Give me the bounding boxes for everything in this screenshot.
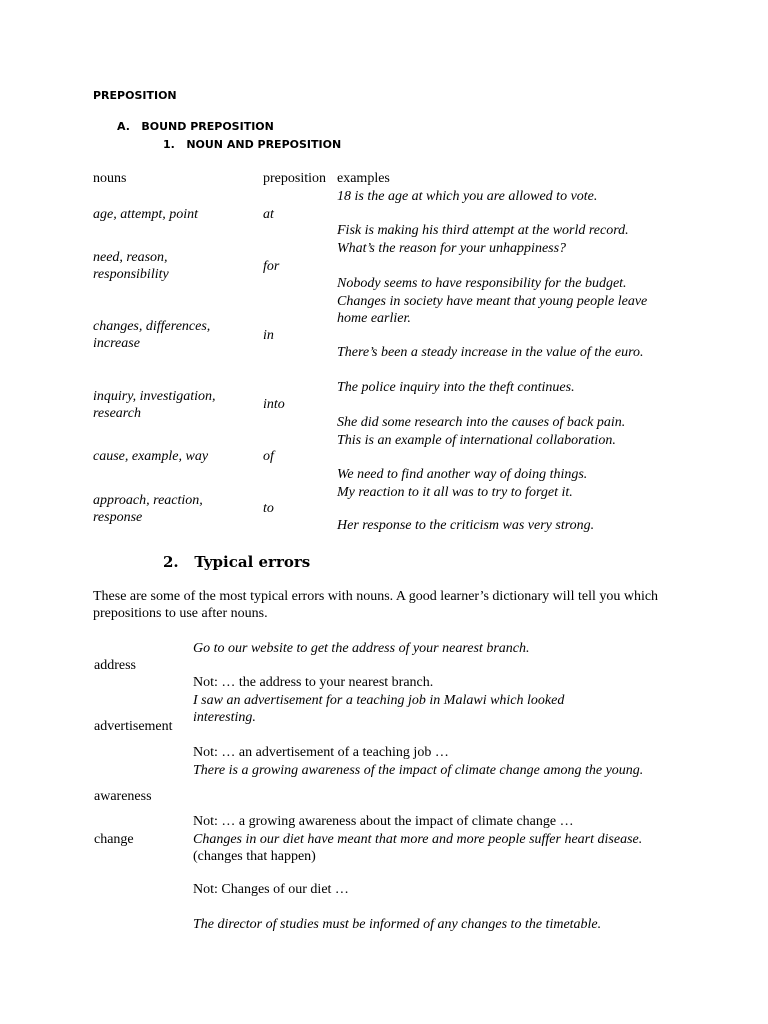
noun-group: age, attempt, point <box>93 207 198 222</box>
preposition: to <box>263 501 274 516</box>
example-sentence: The police inquiry into the theft continues. <box>337 380 575 395</box>
example-sentence: There is a growing awareness of the impact of climate change among the young. <box>193 763 644 778</box>
example-sentence: We need to find another way of doing things. <box>337 467 588 482</box>
example-sentence: I saw an advertisement for a teaching job in Malawi which looked interesting. <box>193 693 565 725</box>
page-title: PREPOSITION <box>93 89 177 102</box>
noun-group: need, reason, responsibility <box>93 250 169 282</box>
noun-label: advertisement <box>94 719 173 734</box>
preposition: into <box>263 397 285 412</box>
example-sentence: Changes in society have meant that young people leave home earlier. <box>337 294 648 326</box>
example-sentence: There’s been a steady increase in the value of the euro. <box>337 345 644 360</box>
noun-group: changes, differences, increase <box>93 319 211 351</box>
col-header-examples: examples <box>337 171 390 186</box>
wrong-usage: Not: … a growing awareness about the impact of climate change … <box>193 814 574 829</box>
noun-label: change <box>94 832 134 847</box>
noun-group: approach, reaction, response <box>93 493 203 525</box>
noun-label: awareness <box>94 789 152 804</box>
example-sentence: Go to our website to get the address of your nearest branch. <box>193 641 530 656</box>
preposition: for <box>263 259 280 274</box>
example-block <box>193 831 653 865</box>
example-sentence: The director of studies must be informed of any changes to the timetable. <box>193 917 602 932</box>
example-sentence: Her response to the criticism was very strong. <box>337 518 595 533</box>
example-sentence: Nobody seems to have responsibility for the budget. <box>337 276 627 291</box>
preposition: in <box>263 328 274 343</box>
example-sentence: My reaction to it all was to try to forget it. <box>337 485 573 500</box>
noun-group: cause, example, way <box>93 449 209 464</box>
example-sentence: Fisk is making his third attempt at the world record. <box>337 223 629 238</box>
wrong-usage: Not: Changes of our diet … <box>193 882 349 897</box>
noun-group: inquiry, investigation, research <box>93 389 216 421</box>
preposition: of <box>263 449 274 464</box>
wrong-usage: Not: … an advertisement of a teaching job … <box>193 745 449 760</box>
wrong-usage: Not: … the address to your nearest branch. <box>193 675 434 690</box>
noun-label: address <box>94 658 136 673</box>
usage-note: (changes that happen) <box>193 849 316 864</box>
section-a-heading: A. BOUND PREPOSITION <box>117 120 274 133</box>
example-sentence: She did some research into the causes of back pain. <box>337 415 626 430</box>
preposition: at <box>263 207 274 222</box>
example-sentence: Changes in our diet have meant that more and more people suffer heart disease. <box>193 832 643 847</box>
subsection-1-heading: 1. NOUN AND PREPOSITION <box>163 138 342 151</box>
col-header-preposition: preposition <box>263 171 326 186</box>
example-sentence: This is an example of international collaboration. <box>337 433 616 448</box>
example-sentence: 18 is the age at which you are allowed to vote. <box>337 189 598 204</box>
example-sentence: What’s the reason for your unhappiness? <box>337 241 567 256</box>
section-2-intro: These are some of the most typical errors with nouns. A good learner’s dictionary will tell you which prepositions to use after nouns. <box>93 589 659 621</box>
section-2-heading: 2. Typical errors <box>163 553 311 571</box>
col-header-nouns: nouns <box>93 171 127 186</box>
